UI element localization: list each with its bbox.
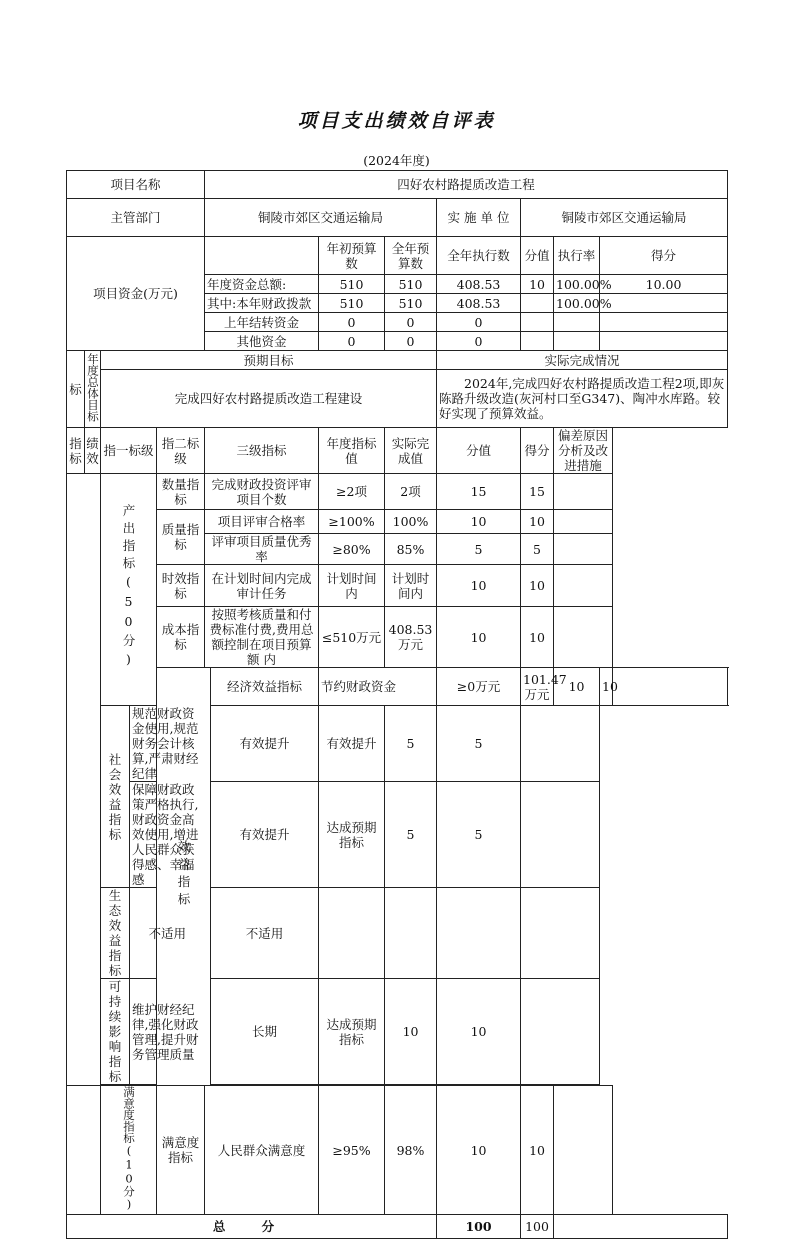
score: 5: [437, 706, 521, 782]
score-value: [385, 888, 437, 979]
l2-label: 生态效益指标: [101, 888, 130, 979]
impl-label: 实 施 单 位: [437, 199, 521, 237]
header-lvl1: 指一标级: [101, 428, 157, 474]
target-value: ≥80%: [319, 534, 385, 565]
score-value: 10: [437, 607, 521, 668]
header-lvl3: 三级指标: [205, 428, 319, 474]
score-value: 5: [385, 706, 437, 782]
l3-label: 项目评审合格率: [205, 510, 319, 534]
target-value: ≥0万元: [437, 668, 521, 706]
l3-label: 评审项目质量优秀率: [205, 534, 319, 565]
expected-goal: 完成四好农村路提质改造工程建设: [101, 370, 437, 428]
l3-label: 节约财政资金: [319, 668, 437, 706]
score-value: 10: [385, 979, 437, 1085]
l3-label: 维护财经纪律,强化财政管理,提升财务管理质量: [130, 979, 205, 1085]
funds-score: [600, 332, 728, 351]
funds-score-value: [521, 313, 554, 332]
header-c2: 绩效: [85, 428, 101, 474]
target-value: 长期: [211, 979, 319, 1085]
report-year: (2024年度): [363, 153, 430, 168]
funds-header: 年初预算数: [319, 237, 385, 275]
score: 10: [521, 607, 554, 668]
funds-exec: 0: [437, 313, 521, 332]
actual-goal: 2024年,完成四好农村路提质改造工程2项,即灰陈路升级改造(灰河村口至G347)、陶冲水库路。较好实现了预算效益。: [437, 370, 728, 428]
score: [437, 888, 521, 979]
funds-initial: 0: [319, 332, 385, 351]
funds-annual: 0: [385, 332, 437, 351]
funds-label: 项目资金(万元): [67, 237, 205, 351]
score-value: 5: [385, 782, 437, 888]
funds-score: [600, 313, 728, 332]
actual-value: 达成预期指标: [319, 979, 385, 1085]
output-group-label: 产出指标(50分): [121, 504, 136, 672]
total-value: 100: [437, 1215, 521, 1239]
actual-label: 实际完成情况: [437, 351, 728, 370]
funds-score-value: 10: [521, 275, 554, 294]
funds-header: 得分: [600, 237, 728, 275]
funds-row-name: 上年结转资金: [205, 313, 319, 332]
funds-score: [600, 294, 728, 313]
score: 5: [521, 534, 554, 565]
target-value: 有效提升: [211, 782, 319, 888]
score: 5: [437, 782, 521, 888]
funds-header: 全年执行数: [437, 237, 521, 275]
funds-score-value: [521, 294, 554, 313]
l2-label: 经济效益指标: [211, 668, 319, 706]
impl-value: 铜陵市郊区交通运输局: [521, 199, 728, 237]
header-value: 分值: [437, 428, 521, 474]
actual-value: [319, 888, 385, 979]
target-value: ≥95%: [319, 1086, 385, 1215]
score: 15: [521, 474, 554, 510]
funds-initial: 510: [319, 294, 385, 313]
goals-label: 年度总体目标: [86, 353, 100, 422]
header-score: 得分: [521, 428, 554, 474]
l3-label: 保障财政政策严格执行,财政资金高效使用,增进人民群众获得感、幸福感: [130, 782, 205, 888]
l3-label: 不适用: [130, 888, 205, 979]
funds-rate: 100.00%: [554, 294, 600, 313]
funds-header: 全年预算数: [385, 237, 437, 275]
score-value: 10: [437, 1086, 521, 1215]
dept-value: 铜陵市郊区交通运输局: [205, 199, 437, 237]
actual-value: 100%: [385, 510, 437, 534]
funds-score-value: [521, 332, 554, 351]
target-value: ≥100%: [319, 510, 385, 534]
l3-label: 按照考核质量和付费标准付费,费用总额控制在项目预算 额 内: [205, 607, 319, 668]
goals-prefix: 标: [67, 351, 85, 428]
total-label: 总 分: [67, 1215, 437, 1239]
funds-rate: [554, 332, 600, 351]
score-value: 5: [437, 534, 521, 565]
l2-label: 可持续影响指标: [101, 979, 130, 1085]
score: 10: [600, 668, 613, 706]
funds-exec: 408.53: [437, 275, 521, 294]
funds-row-name: 其中:本年财政拨款: [205, 294, 319, 313]
target-value: 有效提升: [211, 706, 319, 782]
score: 10: [521, 510, 554, 534]
funds-row-name: 年度资金总额:: [205, 275, 319, 294]
score-value: 10: [437, 510, 521, 534]
funds-header: 执行率: [554, 237, 600, 275]
page-title: 项目支出绩效自评表: [297, 110, 496, 132]
target-value: 不适用: [211, 888, 319, 979]
l3-label: 人民群众满意度: [205, 1086, 319, 1215]
funds-row-name: 其他资金: [205, 332, 319, 351]
actual-value: 有效提升: [319, 706, 385, 782]
target-value: ≤510万元: [319, 607, 385, 668]
target-value: 计划时间内: [319, 565, 385, 607]
header-lvl2: 指二标级: [157, 428, 205, 474]
score-value: 15: [437, 474, 521, 510]
header-target: 年度指标值: [319, 428, 385, 474]
funds-exec: 0: [437, 332, 521, 351]
funds-initial: 0: [319, 313, 385, 332]
funds-initial: 510: [319, 275, 385, 294]
expected-label: 预期目标: [101, 351, 437, 370]
score-value: 10: [437, 565, 521, 607]
funds-score: 10.00: [600, 275, 728, 294]
l2-label: 质量指标: [157, 510, 205, 565]
funds-annual: 0: [385, 313, 437, 332]
l3-label: 规范财政资金使用,规范财务会计核算,严肃财经纪律: [130, 706, 205, 782]
score: 10: [437, 979, 521, 1085]
funds-rate: 100.00%: [554, 275, 600, 294]
l2-label: 时效指标: [157, 565, 205, 607]
project-name-label: 项目名称: [67, 171, 205, 199]
funds-header: 分值: [521, 237, 554, 275]
funds-annual: 510: [385, 294, 437, 313]
header-actual: 实际完成值: [385, 428, 437, 474]
l2-label: 数量指标: [157, 474, 205, 510]
funds-rate: [554, 313, 600, 332]
actual-value: 101.47万元: [521, 668, 554, 706]
actual-value: 达成预期指标: [319, 782, 385, 888]
total-score: 100: [521, 1215, 554, 1239]
l2-label: 成本指标: [157, 607, 205, 668]
header-c1: 指标: [67, 428, 85, 474]
funds-exec: 408.53: [437, 294, 521, 313]
satisfaction-group-label: 满意度指标(10分): [122, 1086, 136, 1211]
header-analysis: 偏差原因分析及改进措施: [554, 428, 613, 474]
l2-label: 满意度指标: [157, 1086, 205, 1215]
score: 10: [521, 1086, 554, 1215]
score-value: 10: [554, 668, 600, 706]
project-name: 四好农村路提质改造工程: [205, 171, 728, 199]
actual-value: 85%: [385, 534, 437, 565]
actual-value: 408.53万元: [385, 607, 437, 668]
funds-annual: 510: [385, 275, 437, 294]
dept-label: 主管部门: [67, 199, 205, 237]
l3-label: 在计划时间内完成审计任务: [205, 565, 319, 607]
target-value: ≥2项: [319, 474, 385, 510]
actual-value: 98%: [385, 1086, 437, 1215]
l2-label: 社会效益指标: [101, 706, 130, 888]
score: 10: [521, 565, 554, 607]
evaluation-table: [66, 170, 728, 1239]
actual-value: 计划时间内: [385, 565, 437, 607]
benefit-group-label: 效益指标: [176, 840, 191, 910]
l3-label: 完成财政投资评审项目个数: [205, 474, 319, 510]
actual-value: 2项: [385, 474, 437, 510]
